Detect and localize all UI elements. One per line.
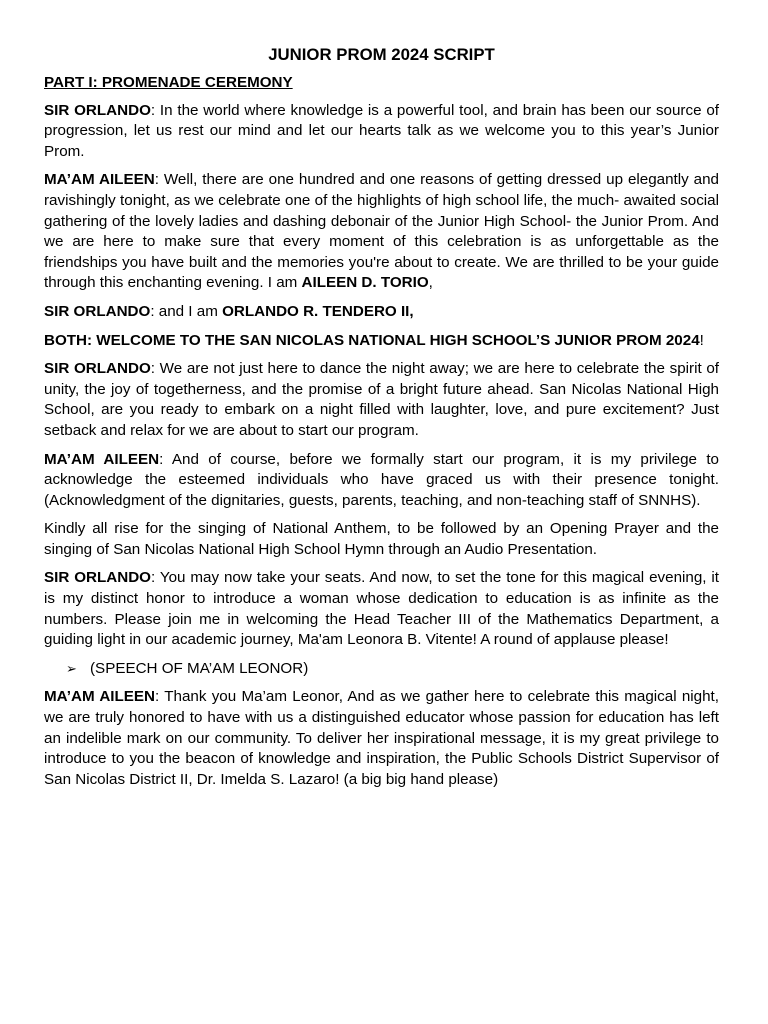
paragraph-maam-aileen-2 xyxy=(44,450,719,512)
speaker-label: MA’AM AILEEN xyxy=(44,450,160,468)
arrow-bullet-icon: ➢ xyxy=(66,660,77,676)
paragraph-sir-orlando-2 xyxy=(44,302,719,323)
bullet-text: (SPEECH OF MA’AM LEONOR) xyxy=(90,659,309,677)
paragraph-text: : You may now take your seats. And now, to set the tone for this magical evening, it is my distinct honor to introduce a woman whose dedication to education is as infinite as the numbers. Please join me in welcoming the Head Teacher III of the Mathematics Department, a guiding light in our academic journey, Ma'am Leonora B. Vitente! A round of applause please! xyxy=(44,569,720,649)
paragraph-sir-orlando-3 xyxy=(44,359,719,441)
both-welcome-text: BOTH: WELCOME TO THE SAN NICOLAS NATIONAL HIGH SCHOOL’S JUNIOR PROM 2024 xyxy=(44,331,700,349)
speaker-label: SIR ORLANDO xyxy=(44,101,151,119)
paragraph-national-anthem xyxy=(44,519,719,560)
speaker-label: SIR ORLANDO xyxy=(44,302,151,320)
paragraph-text: : In the world where knowledge is a powerful tool, and brain has been our source of progression, let us rest our mind and let our hearts talk as we welcome you to this year’s Junior Prom. xyxy=(44,101,719,160)
paragraph-both-welcome xyxy=(44,331,719,352)
part-heading: PART I: PROMENADE CEREMONY xyxy=(44,74,293,91)
paragraph-text: : Well, there are one hundred and one reasons of getting dressed up elegantly and ravishingly tonight, as we celebrate one of the highlights of high school life, the much- awaited social gathering of the lovely ladies and dashing debonair of the Junior High School- the Junior Prom. And we are here to make sure that every moment of this celebration is as unforgettable as the friendships you have built and the memories you're about to create. We are thrilled to be your guide through this enchanting evening. I am xyxy=(44,171,720,292)
document-page xyxy=(44,44,719,798)
paragraph-text: : We are not just here to dance the night away; we are here to celebrate the spirit of unity, the joy of togetherness, and the promise of a bright future ahead. San Nicolas National High School, are you ready to embark on a night filled with laughter, love, and pure excitement? Just setback and relax for we are about to start our program. xyxy=(44,360,720,439)
paragraph-text: Kindly all rise for the singing of National Anthem, to be followed by an Opening Prayer and the singing of San Nicolas National High School Hymn through an Audio Presentation. xyxy=(44,520,719,558)
paragraph-maam-aileen-3 xyxy=(44,687,719,790)
paragraph-text: : and I am xyxy=(150,302,223,320)
paragraph-text-end: ! xyxy=(699,331,704,349)
speaker-label: MA’AM AILEEN xyxy=(44,171,155,189)
document-title: JUNIOR PROM 2024 SCRIPT xyxy=(268,45,495,64)
speaker-label: SIR ORLANDO xyxy=(44,569,151,587)
paragraph-text: : Thank you Ma’am Leonor, And as we gather here to celebrate this magical night, we are truly honored to have with us a distinguished educator whose passion for education has left an indelible mark on our community. To deliver her inspirational message, it is my great privilege to introduce to you the beacon of knowledge and inspiration, the Public Schools District Supervisor of San Nicolas District II, Dr. Imelda S. Lazaro! (a big big hand please) xyxy=(44,688,719,788)
paragraph-text-end: , xyxy=(428,274,433,292)
speaker-label: SIR ORLANDO xyxy=(44,360,151,378)
paragraph-sir-orlando-1 xyxy=(44,101,719,163)
host-name-aileen: AILEEN D. TORIO xyxy=(301,274,429,292)
paragraph-text: : And of course, before we formally start our program, it is my privilege to acknowledge the esteemed individuals who have graced us with their presence tonight. (Acknowledgment of the dignitaries, guests, parents, teaching, and non-teaching staff of SNNHS). xyxy=(44,450,720,509)
paragraph-sir-orlando-4 xyxy=(44,568,719,650)
host-name-orlando: ORLANDO R. TENDERO II, xyxy=(222,302,414,320)
bullet-speech-item xyxy=(44,659,719,680)
speaker-label: MA’AM AILEEN xyxy=(44,688,156,706)
paragraph-maam-aileen-1 xyxy=(44,170,719,294)
